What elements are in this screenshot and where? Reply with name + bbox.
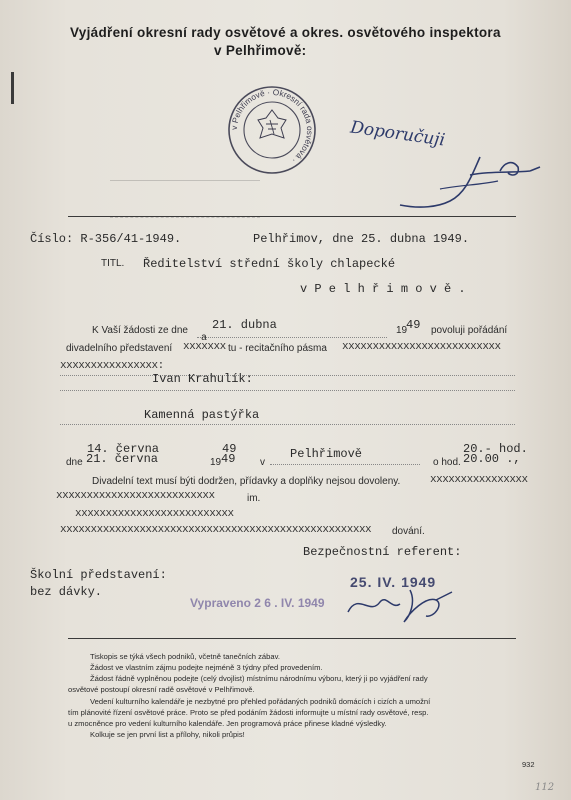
school-note-line-1: Školní představení: [30,568,167,582]
venue-dotline [270,464,420,465]
rules-text: Divadelní text musí býti dodržen, přídavky a doplňky nejsou dovoleny. [92,476,401,487]
footer-line-8: Kolkuje se jen první list a přílohy, nikoli průpis! [90,730,245,739]
initials-scribble-icon [340,582,460,626]
signature-scribble-icon [380,145,550,215]
footer-divider [68,638,516,639]
request-suffix: povoluji pořádání [431,325,508,336]
performance-strikeout-1: xxxxxxx [183,341,226,353]
strikeout-line-1: xxxxxxxxxxxxxxxx: [60,360,164,372]
hour-label: o hod. [433,457,461,468]
security-referent-label: Bezpečnostní referent: [303,545,462,559]
sent-stamp: Vypraveno 2 6 . IV. 1949 [190,596,325,610]
footer-line-4: osvětové postoupí okresní radě osvětové v Pelhřimově. [68,685,255,694]
faint-stamp-impression [110,180,260,218]
author-name: Ivan Krahulík: [152,372,253,386]
hour-1: 20.- hod. [463,442,528,456]
strikeout-line-4: xxxxxxxxxxxxxxxxxxxxxxxxxxxxxxxxxxxxxxxxxxxxxxxxxxx [60,524,372,536]
venue-v-label: v [260,457,265,468]
footer-line-3: Žádost řádně vyplněnou podejte (celý dvojlist) místnímu národnímu výboru, který ji po vyjádření rady [90,674,428,683]
strikeout-line-3: xxxxxxxxxxxxxxxxxxxxxxxxxx [75,508,234,520]
footer-line-7: u zmocněnce pro vedení kulturního kalendáře. Jen programová práce přinese kladné výsledky. [68,719,387,728]
rules-strikeout: xxxxxxxxxxxxxxxx [430,474,528,486]
handwritten-recommendation: Doporučuji [349,117,447,151]
footer-line-6: tím plánovité řízení osvětové práce. Proto se před podáním žádosti informujte u místní rady osvětové, resp. [68,708,429,717]
binding-mark [11,72,14,104]
date-stamp: 25. IV. 1949 [350,574,437,590]
header-divider [68,216,516,217]
addressee-line-1: Ředitelství střední školy chlapecké [143,257,396,271]
strikeout-line-4-tail: dování. [392,526,425,537]
performance-a: a [201,333,208,344]
performance-date-1: 14. června [87,442,160,456]
year-prefix-label: 19 [210,457,222,468]
author-dotline-2 [60,390,515,391]
footer-line-1: Tiskopis se týká všech podniků, včetně tanečních zábav. [90,652,280,661]
addressee-line-2: v P e l h ř i m o v ě . [300,282,466,296]
play-title: Kamenná pastýřka [144,408,260,422]
date-prefix-label: dne [66,457,83,468]
performance-year-2: 49 [221,452,236,466]
request-year-suffix: 49 [406,318,421,332]
footer-line-2: Žádost ve vlastním zájmu podejte nejméně 3 týdny před provedením. [90,663,323,672]
request-year-prefix: 19 [396,325,408,336]
office-seal-icon [226,84,318,176]
strikeout-line-2: xxxxxxxxxxxxxxxxxxxxxxxxxx [56,490,215,502]
header-line-2: v Pelhřimově: [214,43,307,58]
header-line-1: Vyjádření okresní rady osvětové a okres. osvětového inspektora [70,25,501,40]
request-date-dotline [197,337,387,338]
performance-type: tu - recitačního pásma [228,343,327,354]
performance-strikeout-2: xxxxxxxxxxxxxxxxxxxxxxxxxx [342,341,501,353]
strikeout-line-2-tail: im. [247,493,261,504]
corner-mark: 112 [535,782,555,793]
performance-prefix: divadelního představení [66,343,173,354]
author-dotline [60,375,515,376]
title-dotline [60,424,515,425]
performance-year-1: 49 [222,442,237,456]
school-note-line-2: bez dávky. [30,585,103,599]
place-and-date: Pelhřimov, dne 25. dubna 1949. [253,232,470,246]
performance-date-2: 21. června [86,452,159,466]
request-prefix: K Vaší žádosti ze dne [92,325,188,336]
seal-ring-text: v Pelhřimově · Okresní rada osvětová · [228,86,316,166]
footer-line-5: Vedení kulturního kalendáře je nezbytné pro přehled pořádaných podniků domácích i cizích a umožní [90,697,431,706]
page-number: 932 [522,760,535,769]
request-day: 21. dubna [212,318,277,332]
hour-2: 20.00 ., [463,452,521,466]
reference-number: Číslo: R-356/41-1949. [30,232,182,246]
titl-label: TITL. [101,258,125,269]
venue: Pelhřimově [290,447,363,461]
